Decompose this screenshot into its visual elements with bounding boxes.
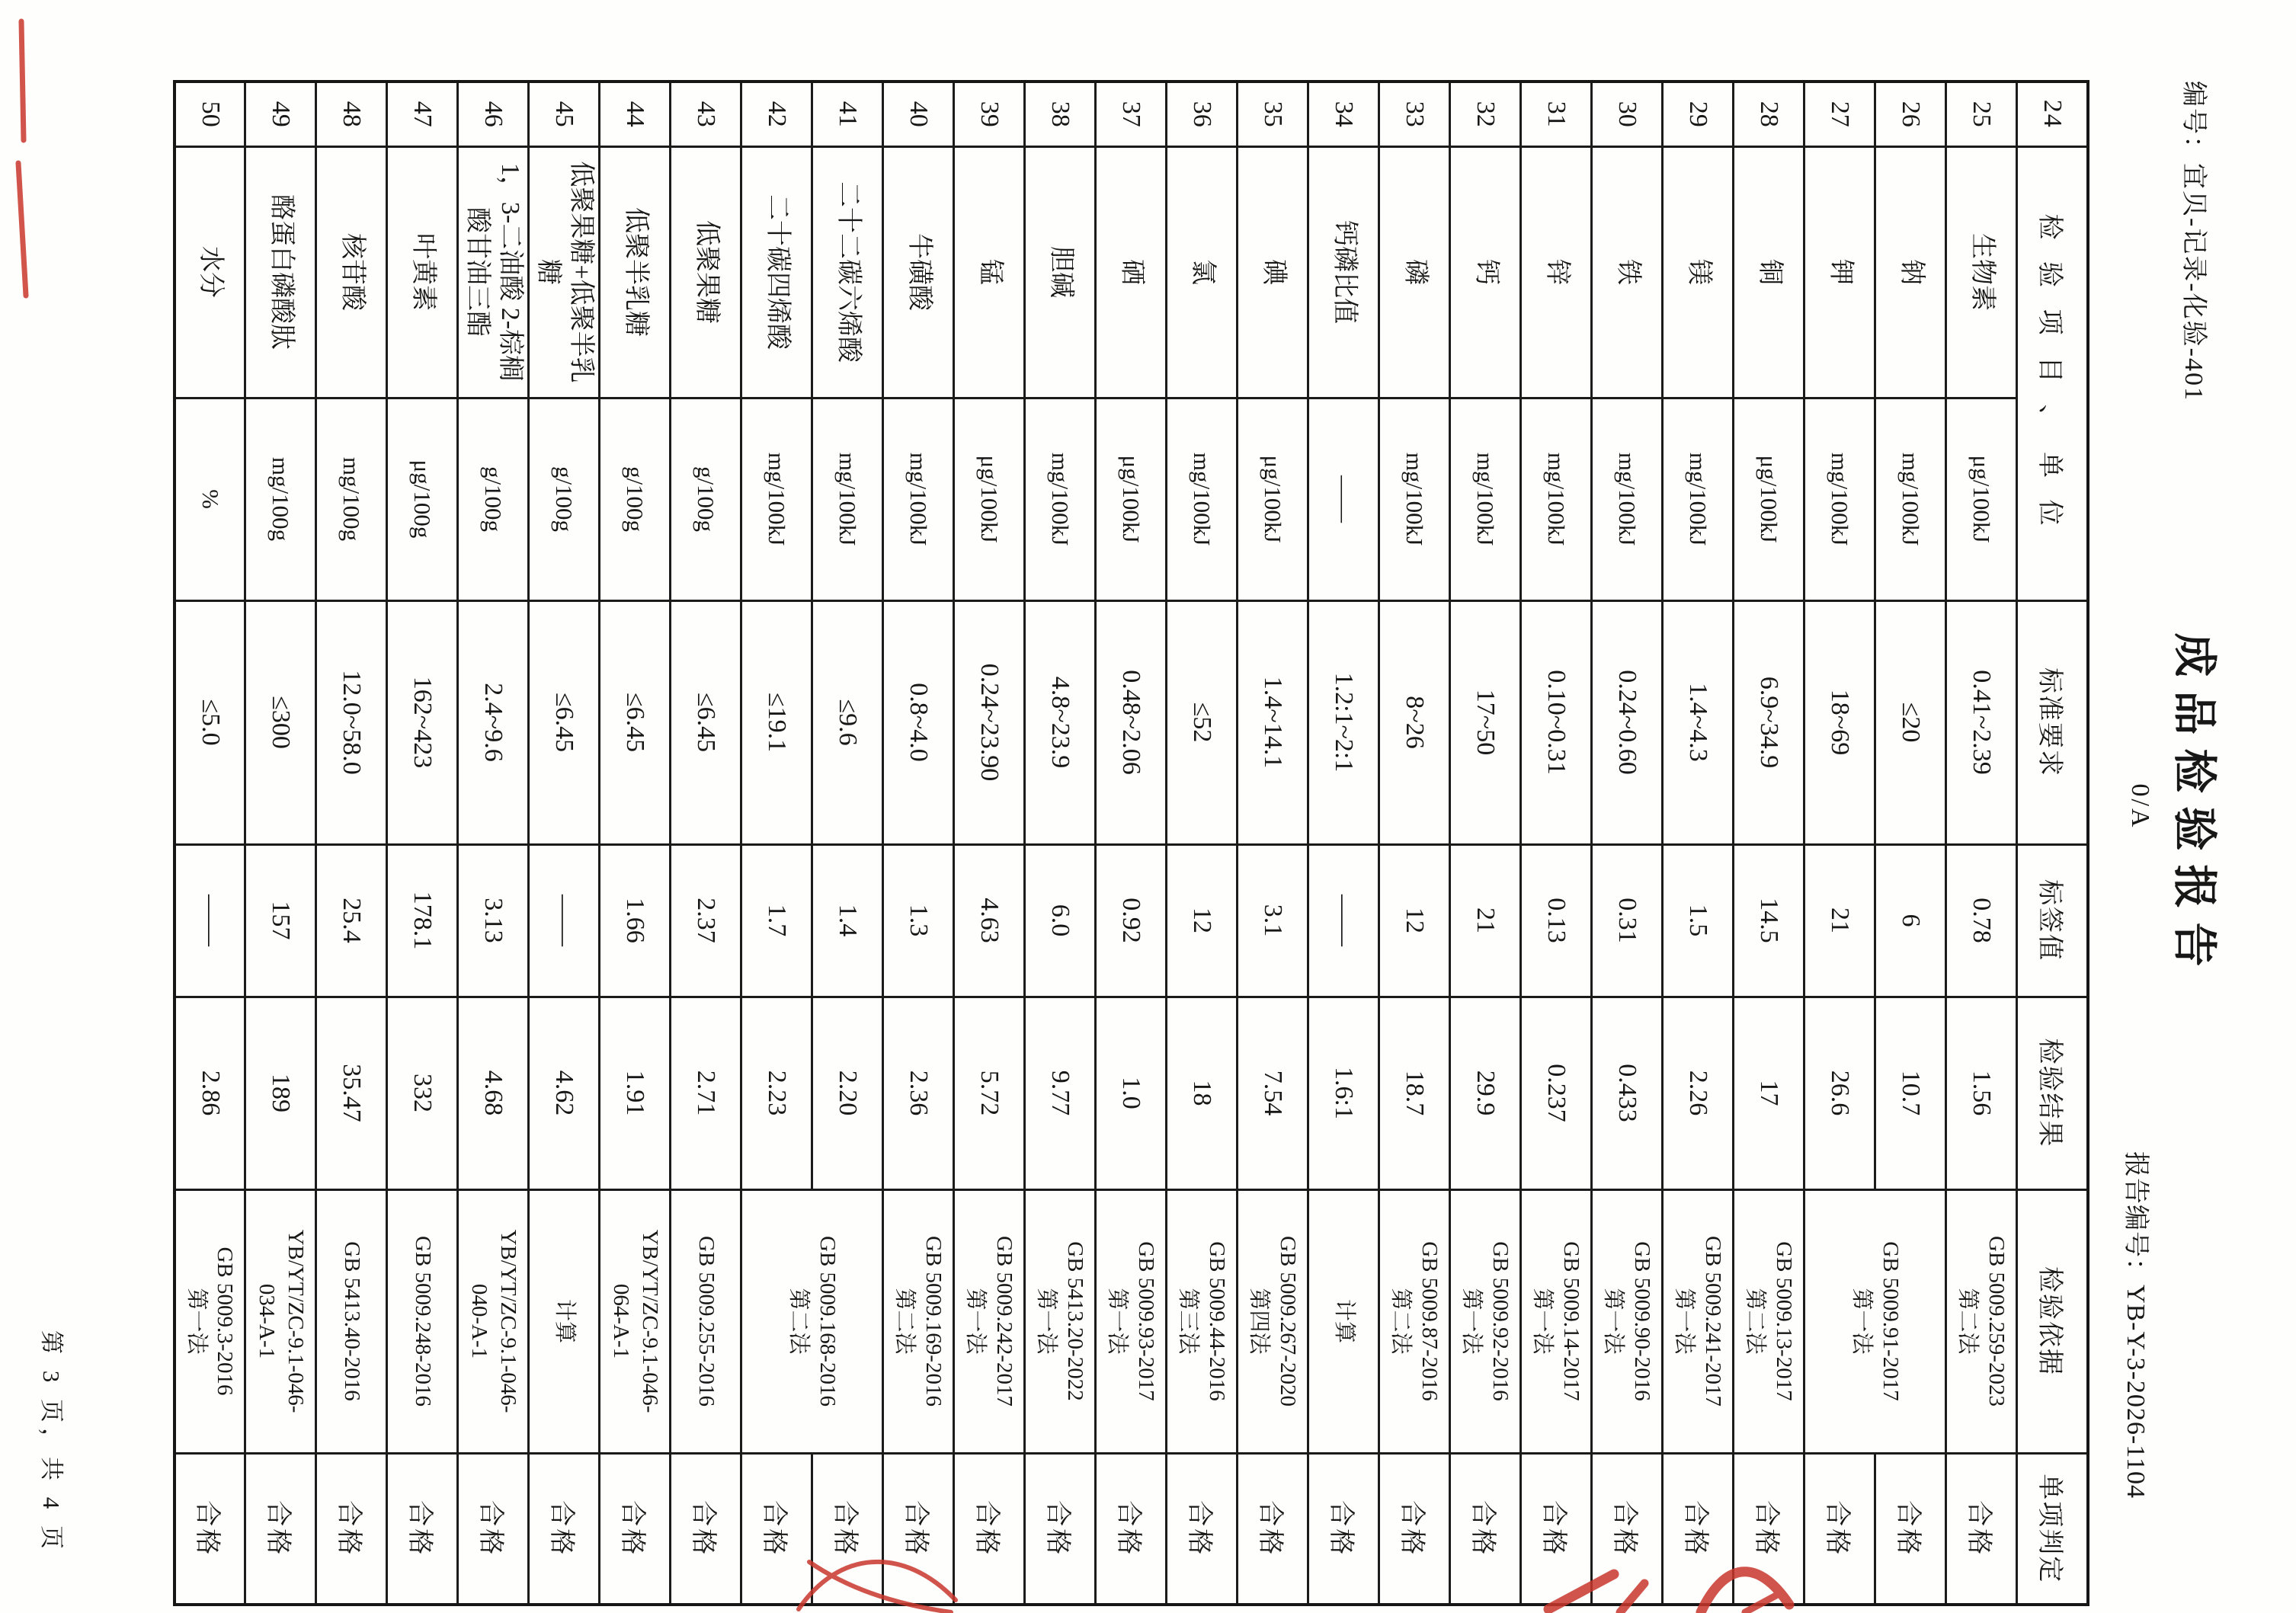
table-row [458,82,529,1605]
cell-standard: 1.4~4.3 [1663,600,1734,844]
cell-result: 17 [1734,997,1804,1189]
cell-label-value: 1.7 [741,844,812,997]
cell-judge: 合格 [175,1453,245,1605]
cell-unit: mg/100kJ [1450,398,1521,600]
cell-result: 2.20 [812,997,883,1189]
cell-unit: μg/100kJ [1734,398,1804,600]
table-row [1521,82,1592,1605]
cell-item: 镁 [1663,146,1734,398]
table-row [883,82,954,1605]
cell-judge: 合格 [1592,1453,1663,1605]
cell-seq: 35 [1238,82,1308,146]
cell-judge: 合格 [671,1453,741,1605]
cell-basis: GB 5009.87-2016 第二法 [1379,1189,1450,1453]
cell-label-value: 12 [1379,844,1450,997]
cell-item: 铜 [1734,146,1804,398]
cell-basis: GB 5009.93-2017 第一法 [1096,1189,1167,1453]
header-basis: 检验依据 [2017,1189,2088,1453]
cell-label-value: 3.13 [458,844,529,997]
cell-label-value: 0.78 [1946,844,2017,997]
report-number: 报告编号：YB-Y-3-2026-1104 [2121,1151,2150,1499]
cell-standard: 0.8~4.0 [883,600,954,844]
cell-judge: 合格 [1450,1453,1521,1605]
cell-unit: mg/100kJ [1875,398,1946,600]
cell-item: 水分 [175,146,245,398]
cell-judge: 合格 [1663,1453,1734,1605]
cell-judge: 合格 [1734,1453,1804,1605]
cell-unit: mg/100kJ [1592,398,1663,600]
cell-basis: 计算 [1308,1189,1379,1453]
cell-result: 2.26 [1663,997,1734,1189]
table-row [1238,82,1308,1605]
cell-seq: 41 [812,82,883,146]
cell-unit: mg/100kJ [1025,398,1096,600]
table-row [1875,82,1946,1605]
cell-seq: 28 [1734,82,1804,146]
cell-judge: 合格 [883,1453,954,1605]
table-row [600,82,671,1605]
cell-result: 0.433 [1592,997,1663,1189]
cell-label-value: 0.31 [1592,844,1663,997]
cell-result: 332 [387,997,458,1189]
cell-seq: 27 [1804,82,1875,146]
cell-item: 二十二碳六烯酸 [812,146,883,398]
cell-judge: 合格 [458,1453,529,1605]
cell-item: 氯 [1167,146,1238,398]
cell-standard: 2.4~9.6 [458,600,529,844]
cell-standard: 12.0~58.0 [316,600,387,844]
cell-seq: 26 [1875,82,1946,146]
cell-judge: 合格 [1238,1453,1308,1605]
header-result: 检验结果 [2017,997,2088,1189]
cell-label-value: 178.1 [387,844,458,997]
cell-result: 7.54 [1238,997,1308,1189]
cell-seq: 38 [1025,82,1096,146]
cell-seq: 43 [671,82,741,146]
cell-result: 10.7 [1875,997,1946,1189]
cell-standard: ≤9.6 [812,600,883,844]
table-row [529,82,600,1605]
cell-basis: YB/YT/ZC-9.1-046- 064-A-1 [600,1189,671,1453]
cell-seq: 45 [529,82,600,146]
cell-seq: 37 [1096,82,1167,146]
cell-unit: mg/100kJ [1663,398,1734,600]
cell-standard: ≤20 [1875,600,1946,844]
cell-standard: 1.2:1~2:1 [1308,600,1379,844]
cell-result: 1.91 [600,997,671,1189]
cell-result: 18.7 [1379,997,1450,1189]
cell-standard: ≤300 [245,600,316,844]
cell-label-value: 6 [1875,844,1946,997]
cell-item: 硒 [1096,146,1167,398]
cell-unit: mg/100kJ [741,398,812,600]
header-label-value: 标签值 [2017,844,2088,997]
header-judge: 单项判定 [2017,1453,2088,1605]
cell-result: 9.77 [1025,997,1096,1189]
table-row [316,82,387,1605]
cell-result: 26.6 [1804,997,1875,1189]
cell-judge: 合格 [741,1453,812,1605]
cell-label-value: —— [1308,844,1379,997]
cell-judge: 合格 [1308,1453,1379,1605]
cell-label-value: 12 [1167,844,1238,997]
cell-unit: mg/100kJ [1804,398,1875,600]
cell-basis: GB 5009.90-2016 第一法 [1592,1189,1663,1453]
cell-standard: ≤19.1 [741,600,812,844]
cell-label-value: 21 [1804,844,1875,997]
cell-item: 钾 [1804,146,1875,398]
cell-judge: 合格 [1379,1453,1450,1605]
cell-basis: GB 5009.267-2020 第四法 [1238,1189,1308,1453]
cell-judge: 合格 [1875,1453,1946,1605]
cell-basis: GB 5009.248-2016 [387,1189,458,1453]
cell-standard: ≤6.45 [600,600,671,844]
cell-basis: GB 5009.13-2017 第二法 [1734,1189,1804,1453]
table-row [1663,82,1734,1605]
header-item-unit: 检 验 项 目 、 单 位 [2017,146,2088,600]
page-indicator: 第 3 页，共 4 页 [38,1330,65,1554]
cell-judge: 合格 [1025,1453,1096,1605]
cell-item: 钙 [1450,146,1521,398]
cell-result: 5.72 [954,997,1025,1189]
cell-item: 铁 [1592,146,1663,398]
table-row [1167,82,1238,1605]
cell-seq: 34 [1308,82,1379,146]
cell-result: 4.62 [529,997,600,1189]
cell-unit: μg/100kJ [1096,398,1167,600]
cell-label-value: 157 [245,844,316,997]
cell-item: 核苷酸 [316,146,387,398]
cell-item: 胆碱 [1025,146,1096,398]
cell-item: 生物素 [1946,146,2017,398]
cell-label-value: 4.63 [954,844,1025,997]
cell-label-value: 1.5 [1663,844,1734,997]
cell-label-value: —— [529,844,600,997]
cell-basis: YB/YT/ZC-9.1-046- 040-A-1 [458,1189,529,1453]
inspection-table [173,80,2089,1606]
cell-result: 4.68 [458,997,529,1189]
cell-basis: GB 5413.20-2022 第一法 [1025,1189,1096,1453]
table-row [1450,82,1521,1605]
cell-basis: 计算 [529,1189,600,1453]
cell-seq: 31 [1521,82,1592,146]
table-row [954,82,1025,1605]
cell-item: 低聚果糖+低聚半乳糖 [529,146,600,398]
cell-seq: 44 [600,82,671,146]
cell-unit: mg/100kJ [883,398,954,600]
cell-result: 1.56 [1946,997,2017,1189]
cell-unit: mg/100kJ [1379,398,1450,600]
cell-standard: 18~69 [1804,600,1875,844]
cell-judge: 合格 [529,1453,600,1605]
cell-item: 牛磺酸 [883,146,954,398]
cell-item: 钙磷比值 [1308,146,1379,398]
cell-unit: mg/100kJ [1521,398,1592,600]
header-standard: 标准要求 [2017,600,2088,844]
cell-unit: mg/100kJ [812,398,883,600]
cell-standard: 0.48~2.06 [1096,600,1167,844]
cell-label-value: 0.13 [1521,844,1592,997]
cell-unit: —— [1308,398,1379,600]
cell-item: 1，3-二油酸 2-棕榈酸甘油三酯 [458,146,529,398]
cell-item: 锌 [1521,146,1592,398]
cell-judge: 合格 [245,1453,316,1605]
cell-seq: 50 [175,82,245,146]
cell-basis: GB 5009.255-2016 [671,1189,741,1453]
cell-judge: 合格 [1521,1453,1592,1605]
cell-item: 磷 [1379,146,1450,398]
cell-label-value: 3.1 [1238,844,1308,997]
cell-item: 二十碳四烯酸 [741,146,812,398]
cell-result: 2.86 [175,997,245,1189]
cell-seq: 33 [1379,82,1450,146]
cell-result: 1.0 [1096,997,1167,1189]
cell-judge: 合格 [1946,1453,2017,1605]
cell-basis: GB 5009.169-2016 第二法 [883,1189,954,1453]
cell-judge: 合格 [387,1453,458,1605]
table-row [245,82,316,1605]
cell-label-value: 0.92 [1096,844,1167,997]
cell-item: 低聚果糖 [671,146,741,398]
cell-standard: 0.24~0.60 [1592,600,1663,844]
cell-standard: 0.10~0.31 [1521,600,1592,844]
cell-judge: 合格 [600,1453,671,1605]
cell-standard: 4.8~23.9 [1025,600,1096,844]
cell-seq: 36 [1167,82,1238,146]
cell-basis: GB 5009.14-2017 第一法 [1521,1189,1592,1453]
cell-unit: mg/100g [245,398,316,600]
cell-unit: μg/100g [387,398,458,600]
table-row [387,82,458,1605]
header-seq: 24 [2017,82,2088,146]
form-number: 编号：宜贝-记录-化验-401 [2179,81,2208,402]
cell-seq: 42 [741,82,812,146]
cell-judge: 合格 [1804,1453,1875,1605]
cell-unit: g/100g [529,398,600,600]
cell-unit: g/100g [671,398,741,600]
cell-basis: GB 5009.242-2017 第一法 [954,1189,1025,1453]
cell-result: 29.9 [1450,997,1521,1189]
cell-unit: μg/100kJ [1946,398,2017,600]
table-row [1946,82,2017,1605]
cell-standard: ≤52 [1167,600,1238,844]
table-row [1379,82,1450,1605]
cell-unit: mg/100g [316,398,387,600]
cell-result: 2.36 [883,997,954,1189]
cell-label-value: —— [175,844,245,997]
cell-basis: GB 5009.3-2016 第一法 [175,1189,245,1453]
cell-label-value: 21 [1450,844,1521,997]
cell-item: 锰 [954,146,1025,398]
cell-seq: 47 [387,82,458,146]
cell-judge: 合格 [954,1453,1025,1605]
cell-seq: 32 [1450,82,1521,146]
cell-unit: mg/100kJ [1167,398,1238,600]
cell-seq: 46 [458,82,529,146]
cell-result: 2.71 [671,997,741,1189]
cell-result: 35.47 [316,997,387,1189]
cell-standard: 0.41~2.39 [1946,600,2017,844]
cell-item: 叶黄素 [387,146,458,398]
cell-basis: GB 5009.44-2016 第三法 [1167,1189,1238,1453]
cell-seq: 30 [1592,82,1663,146]
cell-seq: 25 [1946,82,2017,146]
cell-result: 2.23 [741,997,812,1189]
cell-standard: ≤5.0 [175,600,245,844]
cell-unit: μg/100kJ [954,398,1025,600]
cell-label-value: 1.3 [883,844,954,997]
table-row [175,82,245,1605]
cell-result: 0.237 [1521,997,1592,1189]
cell-item: 酪蛋白磷酸肽 [245,146,316,398]
cell-standard: 0.24~23.90 [954,600,1025,844]
table-row [1096,82,1167,1605]
cell-item: 低聚半乳糖 [600,146,671,398]
cell-item: 碘 [1238,146,1308,398]
table-row [671,82,741,1605]
cell-seq: 29 [1663,82,1734,146]
cell-standard: ≤6.45 [529,600,600,844]
page-title: 成品检验报告 [2170,632,2219,981]
cell-label-value: 25.4 [316,844,387,997]
cell-seq: 49 [245,82,316,146]
cell-standard: 17~50 [1450,600,1521,844]
version-mark: 0/A [2126,783,2154,830]
cell-label-value: 14.5 [1734,844,1804,997]
cell-standard: 1.4~14.1 [1238,600,1308,844]
table-row [1308,82,1379,1605]
cell-basis: GB 5009.259-2023 第二法 [1946,1189,2017,1453]
cell-label-value: 1.4 [812,844,883,997]
cell-label-value: 2.37 [671,844,741,997]
cell-standard: 162~423 [387,600,458,844]
cell-label-value: 1.66 [600,844,671,997]
cell-judge: 合格 [1096,1453,1167,1605]
cell-basis: GB 5009.91-2017 第一法 [1804,1189,1946,1453]
table-row [1025,82,1096,1605]
cell-unit: μg/100kJ [1238,398,1308,600]
cell-basis: GB 5009.92-2016 第一法 [1450,1189,1521,1453]
cell-standard: 6.9~34.9 [1734,600,1804,844]
cell-result: 1.6:1 [1308,997,1379,1189]
cell-standard: 8~26 [1379,600,1450,844]
cell-result: 18 [1167,997,1238,1189]
cell-unit: g/100g [458,398,529,600]
table-row [812,82,883,1605]
table-row [1592,82,1663,1605]
cell-judge: 合格 [1167,1453,1238,1605]
cell-unit: g/100g [600,398,671,600]
cell-basis: YB/YT/ZC-9.1-046- 034-A-1 [245,1189,316,1453]
cell-judge: 合格 [316,1453,387,1605]
cell-seq: 48 [316,82,387,146]
cell-basis: GB 5009.241-2017 第一法 [1663,1189,1734,1453]
cell-basis: GB 5009.168-2016 第二法 [741,1189,883,1453]
table-header-row [2017,82,2088,1605]
cell-standard: ≤6.45 [671,600,741,844]
table-row [1734,82,1804,1605]
cell-label-value: 6.0 [1025,844,1096,997]
cell-unit: % [175,398,245,600]
cell-item: 钠 [1875,146,1946,398]
cell-judge: 合格 [812,1453,883,1605]
cell-seq: 40 [883,82,954,146]
cell-basis: GB 5413.40-2016 [316,1189,387,1453]
cell-result: 189 [245,997,316,1189]
cell-seq: 39 [954,82,1025,146]
